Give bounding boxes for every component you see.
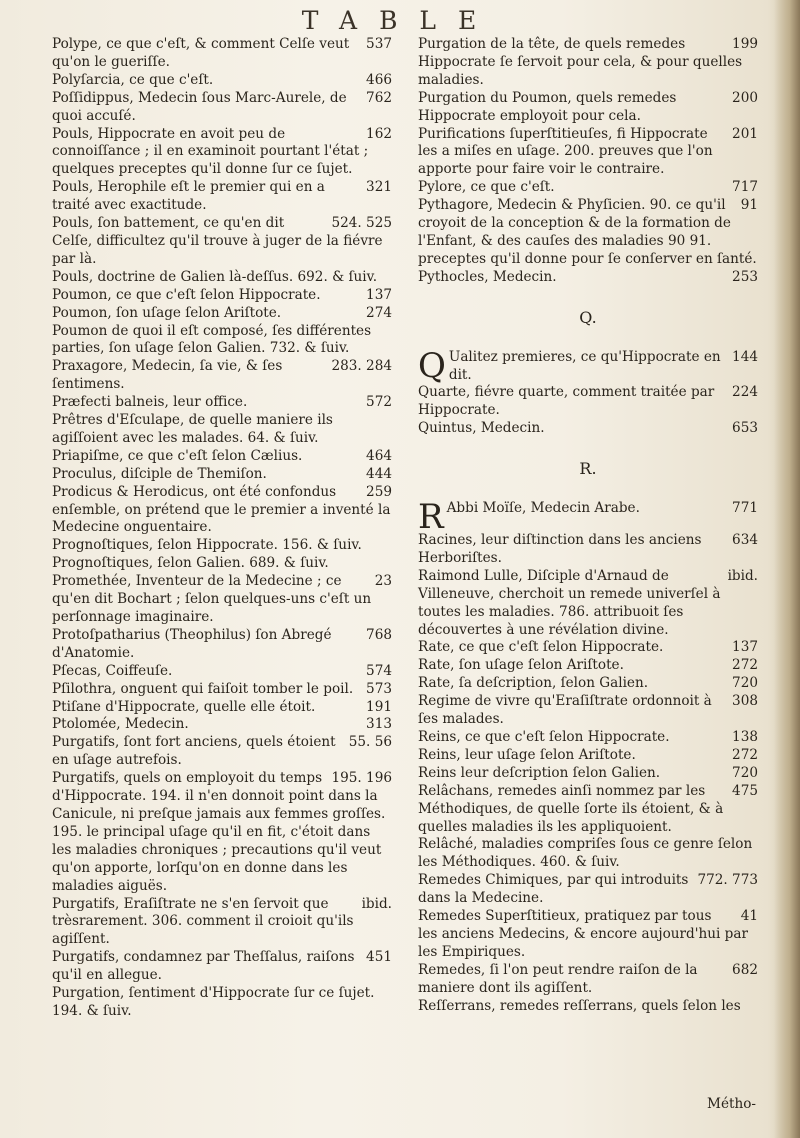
entry-page-ref: 201 <box>732 125 758 142</box>
index-entry <box>52 985 392 1021</box>
entry-text: Purgatifs, Eraſiſtrate ne s'en ſervoit que trèsrarement. 306. comment il croioit qu'ils agiſſent. <box>52 895 354 948</box>
entry-text: Rate, ſa deſcription, ſelon Galien. <box>418 675 649 692</box>
index-entry <box>52 72 392 90</box>
entry-text: Remedes Superſtitieux, pratiquez par tous les anciens Medecins, & encore aujourd'hui par les Empiriques. <box>418 908 748 960</box>
entry-page-ref: 199 <box>732 36 758 52</box>
entry-text: Quarte, fiévre quarte, comment traitée par Hippocrate. <box>418 384 715 419</box>
entry-text: Abbi Moïſe, Medecin Arabe. <box>446 500 640 517</box>
index-entry <box>52 484 392 538</box>
entry-page-ref: 720 <box>732 675 758 692</box>
entry-text: Poumon de quoi il eſt composé, ſes différentes parties, ſon uſage ſelon Galien. 732. & ſuiv. <box>52 322 372 357</box>
right-column-p-entries <box>418 36 758 287</box>
entry-text: Remedes Chimiques, par qui introduits dans la Medecine. <box>418 872 689 907</box>
entry-page-ref: 138 <box>732 729 758 745</box>
index-entry <box>418 783 758 837</box>
entry-text: Pſecas, Coiffeuſe. <box>52 662 173 679</box>
entry-text: Purgatifs, condamnez par Theſſalus, raiſons qu'il en allegue. <box>52 949 355 984</box>
entry-page-ref: 137 <box>366 286 392 303</box>
index-entry <box>52 269 392 287</box>
index-entry <box>418 693 758 729</box>
index-entry <box>52 555 392 573</box>
index-entry <box>52 215 392 269</box>
index-entry <box>52 770 392 895</box>
entry-page-ref: 772. 773 <box>697 872 758 889</box>
entry-page-ref: 524. 525 <box>331 215 392 232</box>
entry-text: Remedes, ſi l'on peut rendre raiſon de la maniere dont ils agiſſent. <box>418 961 698 996</box>
index-entry <box>52 699 392 717</box>
entry-page-ref: 313 <box>366 716 392 733</box>
entry-text: Pouls, Hippocrate en avoit peu de connoiſſance ; il en examinoit pourtant l'état ; quelques preceptes qu'il donne ſur ce ſujet. <box>52 125 369 178</box>
index-entry <box>418 962 758 998</box>
entry-text: Purgatifs, quels on employoit du temps d'Hippocrate. 194. il n'en donnoit point dans la Canicule, ni preſque jamais aux femmes groſſes. 195. le principal uſage qu'il en fit, c'étoit dans les maladies chroniques ; precautions qu'il veut qu'on apporte, lorſqu'on en donne dans les maladies aiguës. <box>52 770 386 894</box>
entry-page-ref: 475 <box>732 782 758 799</box>
index-entry <box>52 126 392 180</box>
index-entry <box>52 179 392 215</box>
index-entry <box>418 384 758 420</box>
index-entry <box>418 908 758 962</box>
entry-page-ref: 444 <box>366 465 392 482</box>
index-entry <box>52 681 392 699</box>
entry-text: Relâchans, remedes ainſi nommez par les Méthodiques, de quelle ſorte ils étoient, & à quelles maladies ils les appliquoient. <box>418 782 724 835</box>
entry-text: Prognoſtiques, ſelon Hippocrate. 156. & ſuiv. <box>52 537 362 554</box>
entry-text: Prodicus & Herodicus, ont été confondus enſemble, on prétend que le premier a inventé la Medecine onguentaire. <box>52 483 391 536</box>
entry-page-ref: 23 <box>374 573 392 590</box>
entry-text: Ualitez premieres, ce qu'Hippocrate en dit. <box>448 348 721 383</box>
drop-cap: Q <box>418 345 446 386</box>
index-entry <box>52 734 392 770</box>
index-entry <box>52 716 392 734</box>
index-entry <box>52 537 392 555</box>
index-entry <box>52 627 392 663</box>
entry-page-ref: 272 <box>732 657 758 674</box>
index-entry <box>418 197 758 269</box>
entry-text: Poumon, ſon uſage ſelon Ariſtote. <box>52 304 282 321</box>
entry-text: Protoſpatharius (Theophilus) ſon Abregé d'Anatomie. <box>52 626 332 661</box>
index-entry <box>418 126 758 180</box>
index-entry <box>418 420 758 438</box>
index-entry <box>418 998 758 1016</box>
entry-page-ref: 55. 56 <box>348 734 392 751</box>
index-entry <box>418 657 758 675</box>
entry-text: Pouls, doctrine de Galien là-deſſus. 692. & ſuiv. <box>52 268 378 285</box>
entry-page-ref: 91 <box>740 197 758 214</box>
entry-text: Praxagore, Medecin, ſa vie, & ſes ſentimens. <box>52 358 283 393</box>
entry-text: Reins, leur uſage ſelon Ariſtote. <box>418 746 636 763</box>
entry-page-ref: ibid. <box>361 895 392 912</box>
entry-page-ref: 682 <box>732 961 758 978</box>
entry-page-ref: 768 <box>366 626 392 643</box>
entry-page-ref: 200 <box>732 89 758 106</box>
entry-page-ref: 771 <box>732 500 758 517</box>
index-entry <box>418 532 758 568</box>
entry-text: Pſilothra, onguent qui faiſoit tomber le poil. <box>52 680 354 697</box>
entry-page-ref: 41 <box>740 908 758 925</box>
entry-page-ref: 537 <box>366 36 392 52</box>
entry-page-ref: 144 <box>732 348 758 365</box>
entry-text: Ptolomée, Medecin. <box>52 716 189 733</box>
entry-text: Relâché, maladies compriſes ſous ce genre ſelon les Méthodiques. 460. & ſuiv. <box>418 836 753 871</box>
entry-text: Purgation, ſentiment d'Hippocrate ſur ce ſujet. 194. & ſuiv. <box>52 985 375 1019</box>
entry-page-ref: 224 <box>732 384 758 401</box>
left-column <box>52 36 392 1021</box>
entry-text: Polype, ce que c'eſt, & comment Celſe veut qu'on le gueriſſe. <box>52 36 350 70</box>
index-entry <box>52 36 392 72</box>
entry-page-ref: 653 <box>732 420 758 437</box>
letter-heading-r: R. <box>579 459 597 479</box>
index-entry <box>418 675 758 693</box>
index-entry <box>418 836 758 872</box>
index-entry <box>52 949 392 985</box>
index-entry <box>418 872 758 908</box>
entry-text: Purifications ſuperſtitieuſes, fi Hippocrate les a miſes en uſage. 200. preuves que l'on apporte pour faire voir le contraire. <box>418 125 713 178</box>
drop-cap: R <box>418 497 444 538</box>
entry-page-ref: ibid. <box>727 567 758 584</box>
index-entry <box>418 179 758 197</box>
index-entry <box>418 568 758 640</box>
entry-text: Promethée, Inventeur de la Medecine ; ce qu'en dit Bochart ; ſelon quelques-uns c'eſt un perſonnage imaginaire. <box>52 573 372 625</box>
entry-text: Purgation de la tête, de quels remedes Hippocrate ſe ſervoit pour cela, & pour quelles maladies. <box>418 36 743 88</box>
index-entry <box>52 287 392 305</box>
index-entry <box>52 412 392 448</box>
entry-text: Racines, leur diſtinction dans les anciens Herboriſtes. <box>418 532 702 566</box>
index-entry <box>52 394 392 412</box>
entry-page-ref: 321 <box>366 179 392 196</box>
entry-page-ref: 762 <box>366 89 392 106</box>
running-head: TABLE <box>301 6 499 35</box>
r-entries <box>418 497 758 1015</box>
index-entry <box>52 896 392 950</box>
entry-page-ref: 191 <box>366 698 392 715</box>
entry-page-ref: 308 <box>732 693 758 710</box>
index-entry <box>418 269 758 287</box>
entry-text: Pythagore, Medecin & Phyſicien. 90. ce qu'il croyoit de la conception & de la formation de l'Enfant, & des cauſes des maladies 90 91. preceptes qu'il donne pour ſe conſerver en ſanté. <box>418 197 757 267</box>
letter-heading-q: Q. <box>579 307 597 327</box>
entry-text: Regime de vivre qu'Eraſiſtrate ordonnoit à ſes malades. <box>418 693 712 728</box>
entry-text: Pouls, Herophile eſt le premier qui en a traité avec exactitude. <box>52 179 325 214</box>
entry-text: Reins leur deſcription ſelon Galien. <box>418 764 661 781</box>
index-entry <box>52 466 392 484</box>
entry-text: Rate, ce que c'eſt ſelon Hippocrate. <box>418 639 664 656</box>
entry-page-ref: 137 <box>732 639 758 656</box>
entry-text: Pouls, ſon battement, ce qu'en dit Celſe, difficultez qu'il trouve à juger de la fiévre par là. <box>52 215 383 267</box>
index-entry <box>52 358 392 394</box>
q-entries <box>418 345 758 439</box>
entry-text: Prêtres d'Eſculape, de quelle maniere ils agiſſoient avec les malades. 64. & ſuiv. <box>52 412 333 446</box>
entry-text: Reins, ce que c'eſt ſelon Hippocrate. <box>418 729 670 745</box>
entry-page-ref: 574 <box>366 662 392 679</box>
entry-page-ref: 451 <box>366 949 392 966</box>
index-entry <box>418 497 758 538</box>
entry-page-ref: 717 <box>732 179 758 196</box>
right-column <box>418 36 758 1016</box>
entry-page-ref: 274 <box>366 304 392 321</box>
index-entry <box>52 663 392 681</box>
index-entry <box>52 90 392 126</box>
entry-text: Pylore, ce que c'eſt. <box>418 179 555 196</box>
entry-page-ref: 720 <box>732 764 758 781</box>
entry-page-ref: 272 <box>732 746 758 763</box>
entry-text: Raimond Lulle, Diſciple d'Arnaud de Villeneuve, cherchoit un remede univerſel à toutes les maladies. 786. attribuoit ſes découvertes à une révélation divine. <box>418 567 721 638</box>
index-entry <box>418 765 758 783</box>
entry-text: Rate, ſon uſage ſelon Ariſtote. <box>418 657 624 674</box>
entry-page-ref: 634 <box>732 532 758 549</box>
index-entry <box>418 90 758 126</box>
entry-text: Præfecti balneis, leur office. <box>52 394 248 411</box>
index-entry <box>418 345 758 386</box>
index-entry <box>52 573 392 627</box>
entry-page-ref: 162 <box>366 125 392 142</box>
entry-text: Purgatifs, ſont fort anciens, quels étoient en uſage autrefois. <box>52 734 336 769</box>
entry-text: Quintus, Medecin. <box>418 420 545 437</box>
entry-page-ref: 464 <box>366 447 392 464</box>
index-entry <box>418 36 758 90</box>
index-entry <box>418 639 758 657</box>
index-entry <box>52 448 392 466</box>
entry-page-ref: 259 <box>366 483 392 500</box>
index-entry <box>418 729 758 747</box>
entry-page-ref: 466 <box>366 71 392 88</box>
entry-text: Pythocles, Medecin. <box>418 268 557 285</box>
entry-text: Reſſerrans, remedes reſſerrans, quels ſelon les <box>418 997 741 1014</box>
entry-text: Poumon, ce que c'eſt ſelon Hippocrate. <box>52 286 321 303</box>
catchword: Métho- <box>707 1096 756 1112</box>
entry-page-ref: 283. 284 <box>331 358 392 375</box>
entry-page-ref: 195. 196 <box>331 770 392 787</box>
entry-text: Prognoſtiques, ſelon Galien. 689. & ſuiv. <box>52 555 329 572</box>
entry-page-ref: 572 <box>366 394 392 411</box>
index-entry <box>418 747 758 765</box>
entry-text: Proculus, diſciple de Themiſon. <box>52 465 267 482</box>
entry-text: Ptiſane d'Hippocrate, quelle elle étoit. <box>52 698 316 715</box>
entry-page-ref: 573 <box>366 680 392 697</box>
page-edge-shadow <box>774 0 800 1138</box>
index-entry <box>52 305 392 323</box>
entry-text: Polyſarcia, ce que c'eſt. <box>52 71 214 88</box>
entry-text: Poſſidippus, Medecin ſous Marc-Aurele, de quoi accuſé. <box>52 89 347 124</box>
index-entry <box>52 323 392 359</box>
entry-text: Priapiſme, ce que c'eſt ſelon Cælius. <box>52 447 303 464</box>
entry-page-ref: 253 <box>732 268 758 285</box>
entry-text: Purgation du Poumon, quels remedes Hippocrate employoit pour cela. <box>418 89 677 124</box>
